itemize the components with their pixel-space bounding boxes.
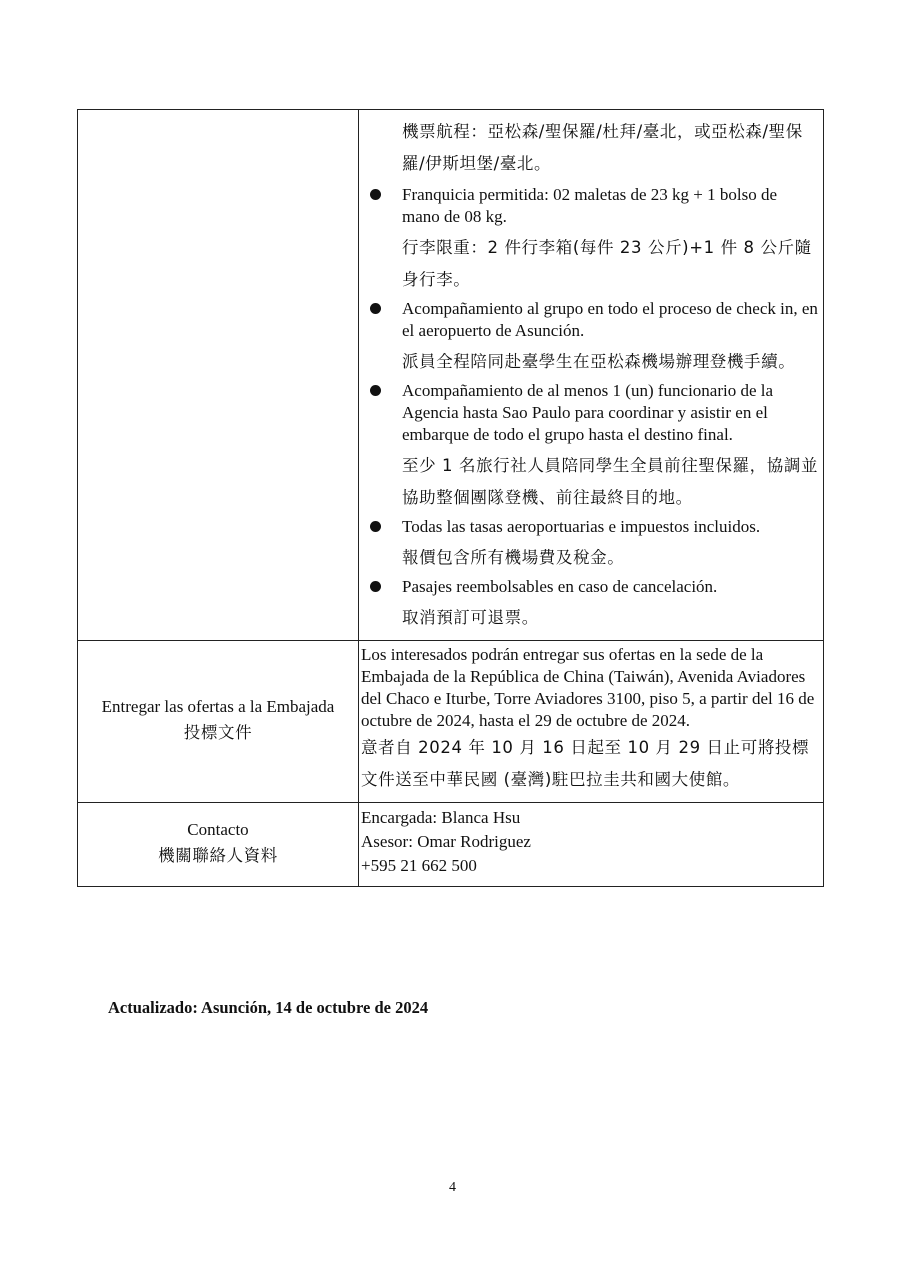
submission-label-es: Entregar las ofertas a la Embajada [101, 696, 335, 716]
contact-label-cell [78, 803, 359, 887]
item-es: Todas las tasas aeroportuarias e impuestos incluidos. [402, 517, 761, 536]
updated-date: Actualizado: Asunción, 14 de octubre de 2024 [108, 998, 429, 1017]
bullet-icon [370, 385, 381, 396]
submission-label-zh: 投標文件 [183, 722, 253, 742]
contact-row [78, 803, 824, 887]
requirements-label-cell [78, 110, 359, 641]
submission-text-es: Los interesados podrán entregar sus ofertas en la sede de la Embajada de la República de China (Taiwán), Avenida Aviadores del Chaco e Iturbe, Torre Aviadores 3100, piso 5, a partir del 16 de octubre de 2024, hasta el 29 de octubre de 2024. [361, 645, 815, 730]
requirements-cell [359, 110, 824, 641]
bullet-icon [370, 189, 381, 200]
page-number: 4 [449, 1180, 456, 1195]
list-item [361, 184, 819, 296]
item-zh: 派員全程陪同赴臺學生在亞松森機場辦理登機手續。 [402, 352, 796, 371]
item-zh: 至少 1 名旅行社人員陪同學生全員前往聖保羅，協調並協助整個團隊登機、前往最終目的地。 [402, 456, 819, 507]
list-item [361, 576, 819, 634]
contact-line: +595 21 662 500 [361, 856, 477, 875]
item-es: Franquicia permitida: 02 maletas de 23 kg + 1 bolso de mano de 08 kg. [402, 185, 778, 226]
item-es: Acompañamiento al grupo en todo el proceso de check in, en el aeropuerto de Asunción. [402, 299, 818, 340]
contact-label-zh: 機關聯絡人資料 [158, 845, 278, 865]
contact-line: Encargada: Blanca Hsu [361, 808, 521, 827]
route-zh: 機票航程：亞松森/聖保羅/杜拜/臺北，或亞松森/聖保羅/伊斯坦堡/臺北。 [402, 122, 803, 173]
list-item [361, 380, 819, 514]
item-zh: 報價包含所有機場費及稅金。 [402, 548, 625, 567]
list-item [361, 298, 819, 378]
bullet-icon [370, 581, 381, 592]
submission-row [78, 641, 824, 803]
contact-cell [359, 803, 824, 887]
item-es: Pasajes reembolsables en caso de cancelación. [402, 577, 718, 596]
requirements-table [77, 109, 824, 887]
submission-text-zh: 意者自 2024 年 10 月 16 日起至 10 月 29 日止可將投標文件送至中華民國 (臺灣)駐巴拉圭共和國大使館。 [361, 738, 810, 789]
item-zh: 取消預訂可退票。 [402, 608, 539, 627]
bullet-icon [370, 521, 381, 532]
contact-line: Asesor: Omar Rodriguez [361, 832, 531, 851]
list-item [361, 516, 819, 574]
bullet-icon [370, 303, 381, 314]
submission-text-cell [359, 641, 824, 803]
contact-label-es: Contacto [187, 819, 249, 839]
item-es: Acompañamiento de al menos 1 (un) funcionario de la Agencia hasta Sao Paulo para coordinar y asistir en el embarque de todo el grupo hasta el destino final. [402, 381, 774, 444]
item-zh: 行李限重：2 件行李箱(每件 23 公斤)+1 件 8 公斤隨身行李。 [402, 238, 812, 289]
submission-label-cell [78, 641, 359, 803]
requirements-row [78, 110, 824, 641]
